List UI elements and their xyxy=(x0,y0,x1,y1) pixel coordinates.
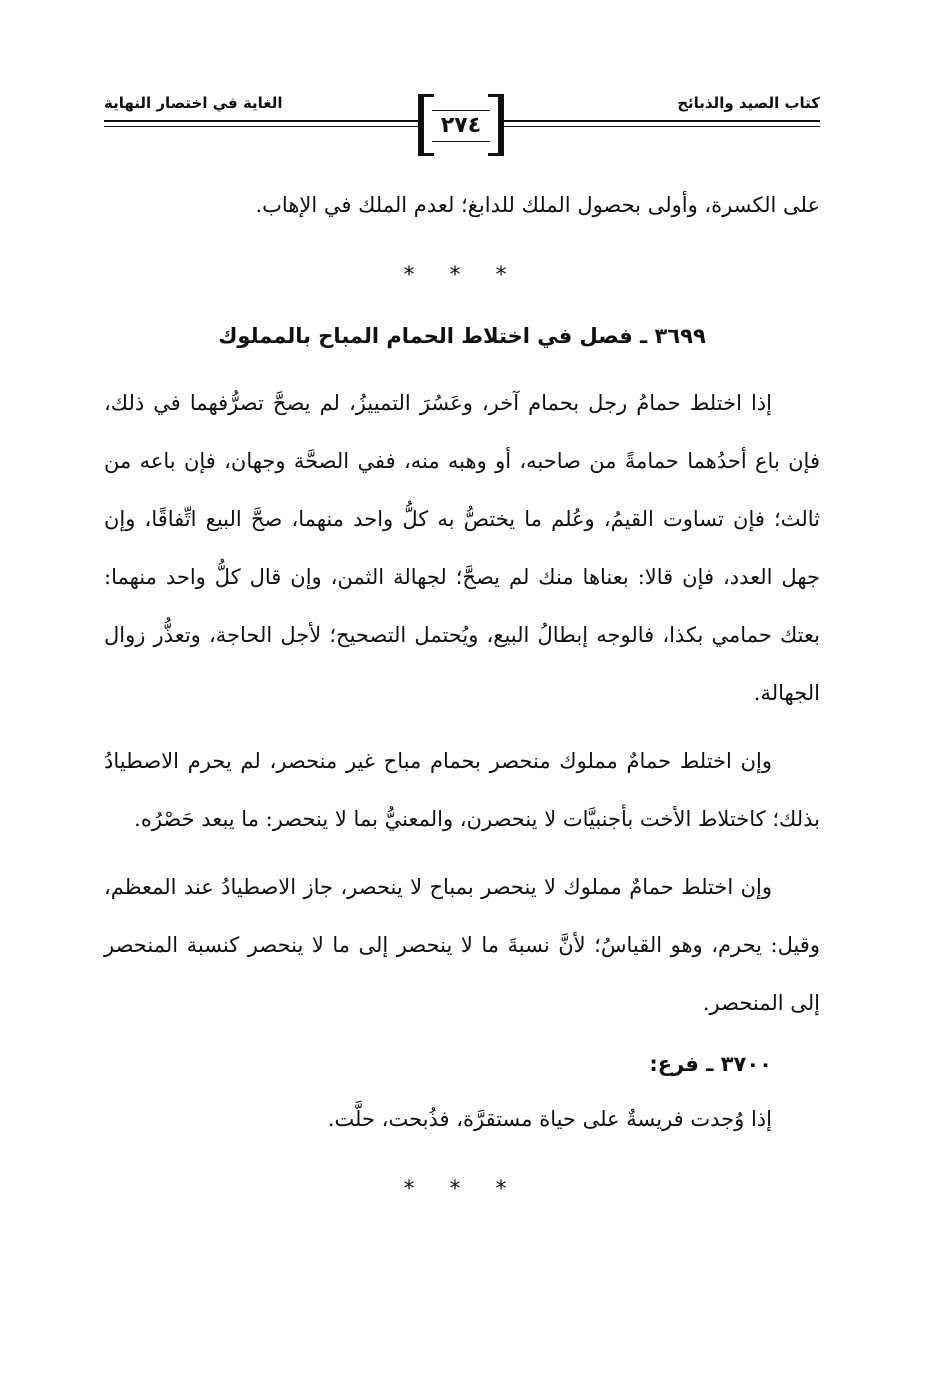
paragraph: وإن اختلط حمامٌ مملوك لا ينحصر بمباح لا ينحصر، جاز الاصطيادُ عند المعظم، وقيل: يحرم، وهو القياسُ؛ لأنَّ نسبةَ ما لا ينحصر إلى ما لا ينحصر كنسبة المنحصر إلى المنحصر. xyxy=(104,875,820,1015)
page-number-frame xyxy=(418,94,504,152)
book-title: الغاية في اختصار النهاية xyxy=(104,94,283,112)
main-text xyxy=(104,176,820,1230)
opening-line: على الكسرة، وأولى بحصول الملك للدابغ؛ لعدم الملك في الإهاب. xyxy=(255,193,820,217)
section-separator: * * * xyxy=(403,1177,521,1202)
paragraph: إذا اختلط حمامُ رجل بحمام آخر، وعَسُرَ التمييزُ، لم يصحَّ تصرُّفهما في ذلك، فإن باع أحدُهما حمامةً من صاحبه، أو وهبه منه، ففي الصحَّة وجهان، فإن باعه من ثالث؛ فإن تساوت القيمُ، وعُلم ما يختصُّ به كلُّ واحد منهما، صحَّ البيع اتِّفاقًا، وإن جهل العدد، فإن قالا: بعناها منك لم يصحَّ؛ لجهالة الثمن، وإن قال كلُّ واحد منهما: بعتك حمامي بكذا، فالوجه إبطالُ البيع، ويُحتمل التصحيح؛ لأجل الحاجة، وتعذُّر زوال الجهالة. xyxy=(104,391,820,705)
frame-bracket-right xyxy=(488,94,504,156)
section-heading: ٣٦٩٩ ـ فصل في اختلاط الحمام المباح بالمملوك xyxy=(218,324,706,348)
running-header xyxy=(104,92,820,162)
section-separator: * * * xyxy=(403,263,521,288)
book-section-title: كتاب الصيد والذبائح xyxy=(677,94,820,112)
paragraph: وإن اختلط حمامٌ مملوك منحصر بحمام مباح غير منحصر، لم يحرم الاصطيادُ بذلك؛ كاختلاط الأخت بأجنبيَّات لا ينحصرن، والمعنيُّ بما لا ينحصر: ما يبعد حَصْرُه. xyxy=(104,749,820,831)
page-number: ٢٧٤ xyxy=(432,110,490,142)
subsection-heading: ٣٧٠٠ ـ فرع: xyxy=(649,1052,772,1076)
paragraph: إذا وُجدت فريسةٌ على حياة مستقرَّة، فذُبحت، حلَّت. xyxy=(327,1107,772,1131)
